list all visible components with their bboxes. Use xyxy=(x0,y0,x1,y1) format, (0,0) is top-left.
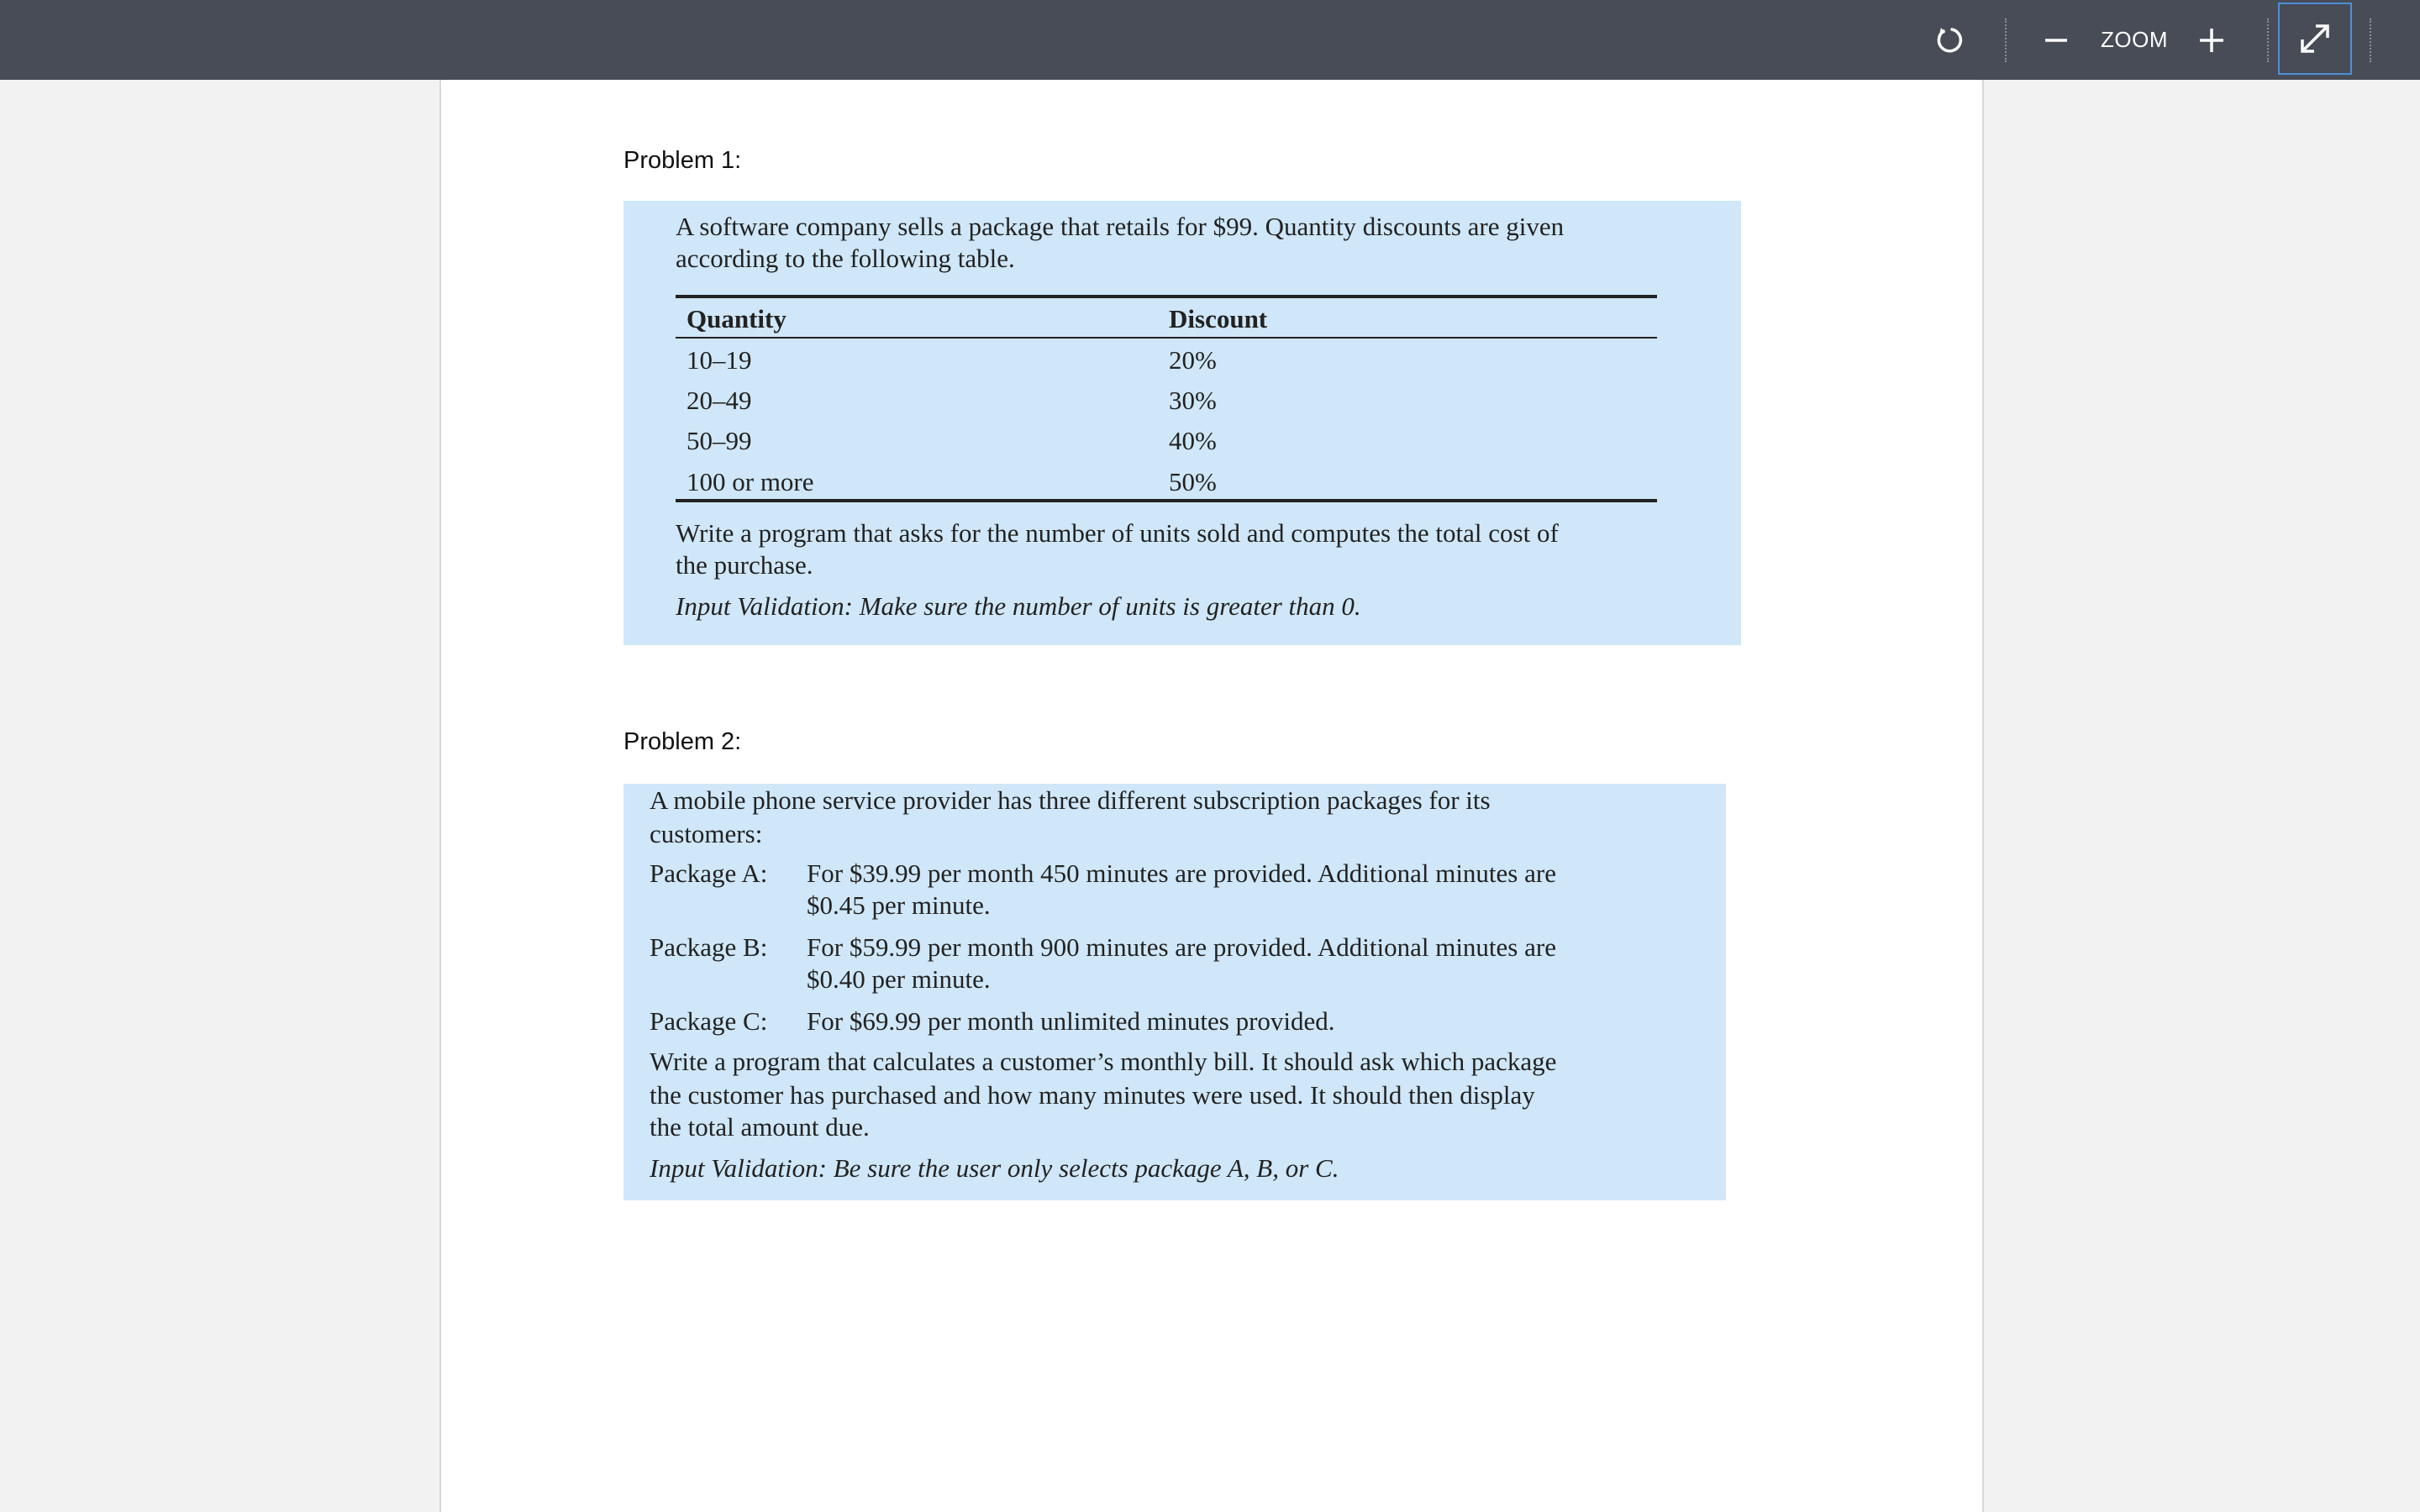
problem1-task-line2: the purchase. xyxy=(676,550,813,580)
table-bottom-rule xyxy=(676,499,1657,502)
problem1-box xyxy=(623,201,1741,645)
table-cell-quantity: 50–99 xyxy=(687,426,752,455)
expand-icon xyxy=(2297,21,2333,56)
table-cell-discount: 40% xyxy=(1169,426,1217,455)
document-page xyxy=(439,80,1984,1512)
zoom-label: ZOOM xyxy=(2101,27,2168,52)
package-b-line1: For $59.99 per month 900 minutes are provided. Additional minutes are xyxy=(807,932,1556,962)
zoom-in-button[interactable] xyxy=(2193,0,2230,80)
package-a-line2: $0.45 per minute. xyxy=(807,890,991,920)
package-a-label: Package A: xyxy=(650,858,768,888)
table-cell-discount: 20% xyxy=(1169,345,1217,375)
problem2-intro-line2: customers: xyxy=(650,819,763,848)
table-cell-discount: 50% xyxy=(1169,467,1217,496)
viewer-toolbar xyxy=(0,0,2420,80)
table-cell-quantity: 100 or more xyxy=(687,467,814,496)
problem1-validation: Input Validation: Make sure the number of units is greater than 0. xyxy=(676,591,1361,621)
table-header-rule xyxy=(676,337,1657,339)
package-b-line2: $0.40 per minute. xyxy=(807,964,991,994)
minus-icon xyxy=(2044,28,2069,53)
problem1-intro-line2: according to the following table. xyxy=(676,244,1015,273)
table-top-rule xyxy=(676,295,1657,298)
problem1-heading: Problem 1: xyxy=(623,147,742,174)
problem1-intro-line1: A software company sells a package that retails for $99. Quantity discounts are given xyxy=(676,212,1565,241)
table-cell-quantity: 20–49 xyxy=(687,386,752,415)
problem2-intro-line1: A mobile phone service provider has three different subscription packages for its xyxy=(650,785,1491,815)
problem2-box xyxy=(623,784,1726,1200)
problem2-task-line1: Write a program that calculates a customer’s monthly bill. It should ask which package xyxy=(650,1047,1557,1076)
table-header-quantity: Quantity xyxy=(687,304,786,333)
problem1-task-line1: Write a program that asks for the number of units sold and computes the total cost of xyxy=(676,518,1559,548)
plus-icon xyxy=(2198,27,2225,54)
rotate-icon xyxy=(1933,24,1967,57)
package-c-label: Package C: xyxy=(650,1006,768,1036)
table-header-discount: Discount xyxy=(1169,304,1268,333)
expand-button[interactable] xyxy=(2278,3,2352,75)
package-b-label: Package B: xyxy=(650,932,768,962)
problem2-validation: Input Validation: Be sure the user only selects package A, B, or C. xyxy=(650,1153,1339,1183)
package-a-line1: For $39.99 per month 450 minutes are provided. Additional minutes are xyxy=(807,858,1556,888)
zoom-out-button[interactable] xyxy=(2038,0,2075,80)
problem2-task-line3: the total amount due. xyxy=(650,1112,870,1142)
problem2-task-line2: the customer has purchased and how many minutes were used. It should then display xyxy=(650,1080,1535,1110)
toolbar-separator xyxy=(2370,18,2371,62)
package-c-line1: For $69.99 per month unlimited minutes provided. xyxy=(807,1006,1335,1036)
table-cell-discount: 30% xyxy=(1169,386,1217,415)
toolbar-separator xyxy=(2005,18,2007,62)
toolbar-separator xyxy=(2267,18,2269,62)
problem2-heading: Problem 2: xyxy=(623,728,742,755)
rotate-button[interactable] xyxy=(1929,0,1971,80)
table-cell-quantity: 10–19 xyxy=(687,345,752,375)
